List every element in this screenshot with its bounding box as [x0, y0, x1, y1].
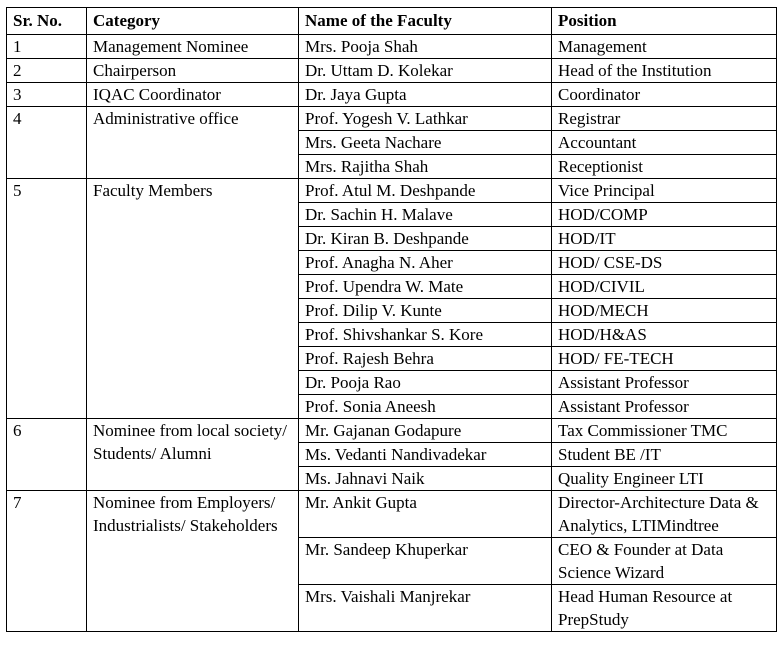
header-sr-no: Sr. No.: [7, 8, 87, 35]
faculty-name-cell: Prof. Dilip V. Kunte: [299, 299, 552, 323]
table-row: [7, 107, 777, 131]
faculty-name-cell: Dr. Uttam D. Kolekar: [299, 59, 552, 83]
position-cell: Receptionist: [552, 155, 777, 179]
sr-no-cell: 7: [7, 491, 87, 632]
faculty-name-cell: Dr. Sachin H. Malave: [299, 203, 552, 227]
faculty-name-cell: Mrs. Geeta Nachare: [299, 131, 552, 155]
category-cell: Nominee from Employers/ Industrialists/ Stakeholders: [87, 491, 299, 632]
position-cell: HOD/IT: [552, 227, 777, 251]
faculty-name-cell: Mrs. Pooja Shah: [299, 35, 552, 59]
faculty-name-cell: Prof. Sonia Aneesh: [299, 395, 552, 419]
faculty-name-cell: Prof. Shivshankar S. Kore: [299, 323, 552, 347]
faculty-name-cell: Dr. Jaya Gupta: [299, 83, 552, 107]
position-cell: Student BE /IT: [552, 443, 777, 467]
position-cell: HOD/MECH: [552, 299, 777, 323]
category-cell: Administrative office: [87, 107, 299, 179]
category-cell: IQAC Coordinator: [87, 83, 299, 107]
faculty-name-cell: Mr. Gajanan Godapure: [299, 419, 552, 443]
faculty-name-cell: Mrs. Rajitha Shah: [299, 155, 552, 179]
faculty-name-cell: Mrs. Vaishali Manjrekar: [299, 585, 552, 632]
sr-no-cell: 1: [7, 35, 87, 59]
table-row: [7, 179, 777, 203]
faculty-name-cell: Ms. Vedanti Nandivadekar: [299, 443, 552, 467]
faculty-name-cell: Dr. Pooja Rao: [299, 371, 552, 395]
header-category: Category: [87, 8, 299, 35]
faculty-name-cell: Mr. Sandeep Khuperkar: [299, 538, 552, 585]
category-cell: Faculty Members: [87, 179, 299, 419]
sr-no-cell: 4: [7, 107, 87, 179]
table-row: [7, 419, 777, 443]
position-cell: Head of the Institution: [552, 59, 777, 83]
position-cell: HOD/H&AS: [552, 323, 777, 347]
position-cell: Management: [552, 35, 777, 59]
position-cell: Assistant Professor: [552, 395, 777, 419]
position-cell: Quality Engineer LTI: [552, 467, 777, 491]
position-cell: Vice Principal: [552, 179, 777, 203]
faculty-name-cell: Dr. Kiran B. Deshpande: [299, 227, 552, 251]
table-row: [7, 491, 777, 538]
position-cell: Coordinator: [552, 83, 777, 107]
header-position: Position: [552, 8, 777, 35]
sr-no-cell: 6: [7, 419, 87, 491]
position-cell: CEO & Founder at Data Science Wizard: [552, 538, 777, 585]
position-cell: Director-Architecture Data & Analytics, LTIMindtree: [552, 491, 777, 538]
faculty-name-cell: Prof. Rajesh Behra: [299, 347, 552, 371]
header-row: [7, 8, 777, 35]
category-cell: Chairperson: [87, 59, 299, 83]
category-cell: Management Nominee: [87, 35, 299, 59]
position-cell: Registrar: [552, 107, 777, 131]
position-cell: Head Human Resource at PrepStudy: [552, 585, 777, 632]
position-cell: HOD/COMP: [552, 203, 777, 227]
table-row: [7, 35, 777, 59]
committee-table: [6, 7, 777, 632]
position-cell: Accountant: [552, 131, 777, 155]
sr-no-cell: 2: [7, 59, 87, 83]
position-cell: Tax Commissioner TMC: [552, 419, 777, 443]
table-row: [7, 59, 777, 83]
sr-no-cell: 5: [7, 179, 87, 419]
faculty-name-cell: Mr. Ankit Gupta: [299, 491, 552, 538]
faculty-name-cell: Prof. Upendra W. Mate: [299, 275, 552, 299]
faculty-name-cell: Prof. Yogesh V. Lathkar: [299, 107, 552, 131]
header-faculty-name: Name of the Faculty: [299, 8, 552, 35]
position-cell: HOD/ FE-TECH: [552, 347, 777, 371]
faculty-name-cell: Ms. Jahnavi Naik: [299, 467, 552, 491]
position-cell: Assistant Professor: [552, 371, 777, 395]
table-row: [7, 83, 777, 107]
faculty-name-cell: Prof. Atul M. Deshpande: [299, 179, 552, 203]
faculty-name-cell: Prof. Anagha N. Aher: [299, 251, 552, 275]
position-cell: HOD/CIVIL: [552, 275, 777, 299]
category-cell: Nominee from local society/ Students/ Alumni: [87, 419, 299, 491]
sr-no-cell: 3: [7, 83, 87, 107]
position-cell: HOD/ CSE-DS: [552, 251, 777, 275]
